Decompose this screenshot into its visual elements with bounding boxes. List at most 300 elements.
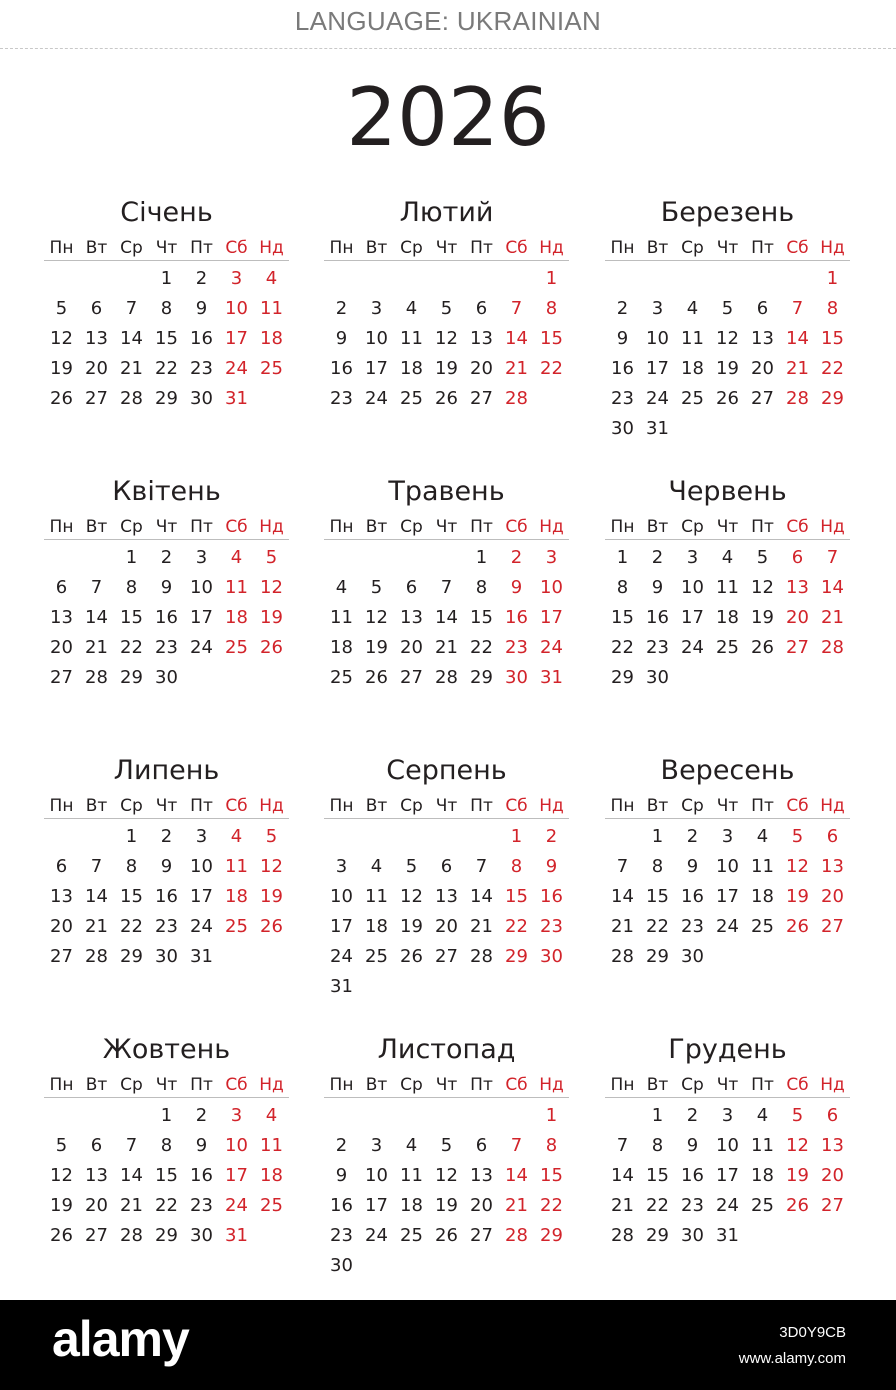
weekday-header: Ср [681, 1075, 704, 1095]
day-cell: 20 [470, 1195, 493, 1216]
day-cell: 3 [721, 826, 734, 847]
day-cell: 7 [125, 298, 138, 319]
day-cell: 7 [125, 1135, 138, 1156]
month-block [324, 754, 569, 997]
day-cell: 20 [821, 1165, 844, 1186]
day-cell: 22 [611, 637, 634, 658]
weekday-header: Пн [610, 1075, 635, 1095]
day-cell: 9 [160, 856, 173, 877]
day-cell: 15 [821, 328, 844, 349]
day-cell: 2 [686, 1105, 699, 1126]
weekday-header: Пт [751, 238, 774, 258]
day-cell: 10 [225, 1135, 248, 1156]
weekday-header: Чт [716, 796, 739, 816]
day-cell: 27 [435, 946, 458, 967]
day-cell: 13 [85, 328, 108, 349]
day-cell: 29 [821, 388, 844, 409]
day-cell: 10 [365, 1165, 388, 1186]
day-cell: 13 [821, 856, 844, 877]
weekday-header: Нд [820, 796, 845, 816]
day-cell: 19 [435, 1195, 458, 1216]
weekday-header: Пн [329, 517, 354, 537]
day-cell: 11 [330, 607, 353, 628]
weekday-header: Пт [470, 1075, 493, 1095]
day-cell: 28 [505, 1225, 528, 1246]
day-cell: 25 [365, 946, 388, 967]
month-name: Липень [113, 755, 220, 786]
day-cell: 1 [545, 1105, 558, 1126]
weekday-header: Чт [155, 238, 178, 258]
day-cell: 13 [435, 886, 458, 907]
day-cell: 8 [616, 577, 629, 598]
day-cell: 23 [505, 637, 528, 658]
day-cell: 18 [716, 607, 739, 628]
day-cell: 28 [470, 946, 493, 967]
weekday-header: Пн [329, 238, 354, 258]
weekday-header: Чт [716, 238, 739, 258]
day-cell: 23 [190, 1195, 213, 1216]
day-cell: 3 [721, 1105, 734, 1126]
day-cell: 4 [335, 577, 348, 598]
weekday-header: Сб [225, 517, 248, 537]
day-cell: 7 [440, 577, 453, 598]
day-cell: 12 [751, 577, 774, 598]
day-cell: 26 [50, 1225, 73, 1246]
month-block [605, 196, 850, 439]
weekday-header: Пт [751, 796, 774, 816]
day-cell: 27 [85, 388, 108, 409]
day-cell: 22 [155, 358, 178, 379]
day-cell: 22 [646, 916, 669, 937]
day-cell: 3 [370, 1135, 383, 1156]
day-cell: 1 [651, 826, 664, 847]
day-cell: 26 [786, 916, 809, 937]
day-cell: 4 [230, 547, 243, 568]
day-cell: 11 [225, 856, 248, 877]
weekday-header: Ср [120, 1075, 143, 1095]
day-cell: 26 [50, 388, 73, 409]
weekday-header: Нд [259, 1075, 284, 1095]
day-cell: 24 [540, 637, 563, 658]
weekday-header: Вт [365, 517, 388, 537]
weekday-header: Пт [470, 517, 493, 537]
day-cell: 27 [751, 388, 774, 409]
weekday-header: Сб [786, 517, 809, 537]
day-cell: 2 [545, 826, 558, 847]
day-cell: 10 [190, 856, 213, 877]
day-cell: 25 [400, 1225, 423, 1246]
day-cell: 31 [190, 946, 213, 967]
month-block [605, 1033, 850, 1263]
header-rule [605, 539, 850, 540]
weekday-header: Нд [820, 517, 845, 537]
day-cell: 29 [155, 1225, 178, 1246]
day-cell: 22 [120, 637, 143, 658]
header-rule [324, 818, 569, 819]
day-cell: 21 [611, 1195, 634, 1216]
weekday-header: Сб [505, 517, 528, 537]
day-cell: 30 [190, 1225, 213, 1246]
month-block [44, 754, 289, 984]
day-cell: 8 [160, 298, 173, 319]
day-cell: 21 [435, 637, 458, 658]
day-cell: 23 [540, 916, 563, 937]
day-cell: 13 [470, 328, 493, 349]
weekday-header: Чт [155, 796, 178, 816]
day-cell: 25 [225, 637, 248, 658]
day-cell: 10 [716, 1135, 739, 1156]
weekday-header: Вт [85, 238, 108, 258]
day-cell: 16 [611, 358, 634, 379]
day-cell: 18 [225, 607, 248, 628]
month-block [324, 1033, 569, 1276]
month-name: Травень [388, 476, 505, 507]
day-cell: 14 [85, 607, 108, 628]
day-cell: 18 [751, 1165, 774, 1186]
day-cell: 23 [611, 388, 634, 409]
weekday-header: Вт [646, 238, 669, 258]
day-cell: 12 [50, 1165, 73, 1186]
day-cell: 21 [786, 358, 809, 379]
day-cell: 25 [751, 916, 774, 937]
day-cell: 26 [435, 1225, 458, 1246]
day-cell: 15 [540, 328, 563, 349]
day-cell: 27 [50, 946, 73, 967]
weekday-header: Пн [329, 1075, 354, 1095]
day-cell: 25 [330, 667, 353, 688]
day-cell: 20 [50, 637, 73, 658]
day-cell: 8 [160, 1135, 173, 1156]
day-cell: 19 [435, 358, 458, 379]
weekday-header: Сб [786, 796, 809, 816]
day-cell: 9 [686, 1135, 699, 1156]
weekday-header: Пн [49, 796, 74, 816]
day-cell: 4 [230, 826, 243, 847]
day-cell: 23 [330, 1225, 353, 1246]
day-cell: 13 [50, 607, 73, 628]
day-cell: 27 [821, 916, 844, 937]
day-cell: 21 [85, 637, 108, 658]
day-cell: 15 [120, 607, 143, 628]
day-cell: 15 [155, 1165, 178, 1186]
day-cell: 3 [335, 856, 348, 877]
day-cell: 3 [370, 298, 383, 319]
day-cell: 5 [55, 1135, 68, 1156]
weekday-header: Нд [539, 238, 564, 258]
day-cell: 28 [786, 388, 809, 409]
header-rule [44, 539, 289, 540]
day-cell: 3 [195, 547, 208, 568]
day-cell: 19 [786, 886, 809, 907]
day-cell: 28 [120, 1225, 143, 1246]
day-cell: 21 [505, 358, 528, 379]
day-cell: 17 [365, 1195, 388, 1216]
weekday-header: Ср [681, 796, 704, 816]
day-cell: 19 [716, 358, 739, 379]
day-cell: 19 [260, 607, 283, 628]
day-cell: 29 [646, 946, 669, 967]
day-cell: 3 [195, 826, 208, 847]
day-cell: 28 [821, 637, 844, 658]
day-cell: 18 [681, 358, 704, 379]
day-cell: 30 [681, 1225, 704, 1246]
day-cell: 11 [681, 328, 704, 349]
day-cell: 7 [475, 856, 488, 877]
day-cell: 24 [225, 1195, 248, 1216]
day-cell: 7 [616, 1135, 629, 1156]
month-block [44, 1033, 289, 1263]
day-cell: 2 [616, 298, 629, 319]
day-cell: 27 [50, 667, 73, 688]
day-cell: 21 [470, 916, 493, 937]
day-cell: 17 [646, 358, 669, 379]
day-cell: 27 [821, 1195, 844, 1216]
day-cell: 20 [751, 358, 774, 379]
day-cell: 28 [435, 667, 458, 688]
day-cell: 25 [400, 388, 423, 409]
weekday-header: Сб [225, 238, 248, 258]
day-cell: 10 [540, 577, 563, 598]
header-rule [44, 260, 289, 261]
day-cell: 12 [400, 886, 423, 907]
day-cell: 29 [611, 667, 634, 688]
day-cell: 14 [786, 328, 809, 349]
day-cell: 7 [510, 1135, 523, 1156]
day-cell: 24 [681, 637, 704, 658]
day-cell: 28 [120, 388, 143, 409]
day-cell: 5 [55, 298, 68, 319]
day-cell: 24 [716, 1195, 739, 1216]
day-cell: 22 [540, 358, 563, 379]
month-block [605, 475, 850, 705]
day-cell: 23 [190, 358, 213, 379]
dashed-divider [0, 48, 896, 49]
day-cell: 16 [681, 886, 704, 907]
weekday-header: Вт [646, 1075, 669, 1095]
day-cell: 4 [756, 826, 769, 847]
day-cell: 6 [55, 856, 68, 877]
day-cell: 1 [510, 826, 523, 847]
day-cell: 6 [791, 547, 804, 568]
day-cell: 11 [260, 298, 283, 319]
day-cell: 3 [230, 1105, 243, 1126]
day-cell: 2 [651, 547, 664, 568]
weekday-header: Нд [539, 1075, 564, 1095]
weekday-header: Нд [259, 796, 284, 816]
day-cell: 3 [230, 268, 243, 289]
day-cell: 25 [225, 916, 248, 937]
day-cell: 28 [611, 946, 634, 967]
day-cell: 25 [260, 358, 283, 379]
day-cell: 26 [435, 388, 458, 409]
day-cell: 14 [435, 607, 458, 628]
day-cell: 8 [475, 577, 488, 598]
day-cell: 12 [50, 328, 73, 349]
day-cell: 11 [751, 856, 774, 877]
weekday-header: Нд [820, 238, 845, 258]
day-cell: 28 [85, 946, 108, 967]
day-cell: 15 [470, 607, 493, 628]
day-cell: 26 [716, 388, 739, 409]
month-name: Березень [660, 197, 795, 228]
day-cell: 23 [330, 388, 353, 409]
weekday-header: Нд [820, 1075, 845, 1095]
day-cell: 26 [400, 946, 423, 967]
day-cell: 30 [646, 667, 669, 688]
day-cell: 8 [651, 856, 664, 877]
day-cell: 14 [120, 328, 143, 349]
weekday-header: Нд [259, 238, 284, 258]
header-rule [44, 818, 289, 819]
day-cell: 6 [90, 1135, 103, 1156]
day-cell: 12 [260, 856, 283, 877]
day-cell: 27 [400, 667, 423, 688]
day-cell: 5 [440, 298, 453, 319]
day-cell: 3 [545, 547, 558, 568]
day-cell: 26 [260, 916, 283, 937]
day-cell: 9 [510, 577, 523, 598]
day-cell: 15 [505, 886, 528, 907]
day-cell: 22 [505, 916, 528, 937]
day-cell: 8 [125, 577, 138, 598]
header-rule [44, 1097, 289, 1098]
day-cell: 13 [470, 1165, 493, 1186]
weekday-header: Пн [610, 517, 635, 537]
header-rule [324, 539, 569, 540]
day-cell: 19 [786, 1165, 809, 1186]
language-caption: LANGUAGE: UKRAINIAN [294, 6, 602, 36]
day-cell: 24 [716, 916, 739, 937]
day-cell: 7 [616, 856, 629, 877]
day-cell: 28 [505, 388, 528, 409]
month-name: Грудень [668, 1034, 787, 1065]
day-cell: 9 [160, 577, 173, 598]
day-cell: 29 [120, 667, 143, 688]
day-cell: 16 [190, 328, 213, 349]
day-cell: 31 [225, 388, 248, 409]
day-cell: 20 [435, 916, 458, 937]
day-cell: 19 [751, 607, 774, 628]
day-cell: 12 [365, 607, 388, 628]
day-cell: 17 [225, 328, 248, 349]
day-cell: 14 [821, 577, 844, 598]
day-cell: 19 [365, 637, 388, 658]
weekday-header: Вт [85, 1075, 108, 1095]
day-cell: 11 [751, 1135, 774, 1156]
day-cell: 6 [90, 298, 103, 319]
day-cell: 6 [475, 298, 488, 319]
day-cell: 31 [646, 418, 669, 439]
month-block [44, 196, 289, 426]
weekday-header: Пт [751, 1075, 774, 1095]
day-cell: 17 [540, 607, 563, 628]
weekday-header: Пт [190, 1075, 213, 1095]
day-cell: 11 [716, 577, 739, 598]
weekday-header: Нд [259, 517, 284, 537]
weekday-header: Сб [505, 796, 528, 816]
day-cell: 31 [540, 667, 563, 688]
day-cell: 18 [400, 358, 423, 379]
day-cell: 2 [160, 547, 173, 568]
day-cell: 22 [821, 358, 844, 379]
day-cell: 12 [786, 1135, 809, 1156]
day-cell: 4 [756, 1105, 769, 1126]
weekday-header: Пн [49, 517, 74, 537]
day-cell: 4 [721, 547, 734, 568]
weekday-header: Вт [365, 796, 388, 816]
day-cell: 2 [686, 826, 699, 847]
day-cell: 7 [90, 856, 103, 877]
day-cell: 15 [611, 607, 634, 628]
day-cell: 22 [646, 1195, 669, 1216]
day-cell: 13 [821, 1135, 844, 1156]
day-cell: 9 [195, 298, 208, 319]
day-cell: 14 [505, 1165, 528, 1186]
day-cell: 16 [646, 607, 669, 628]
day-cell: 24 [646, 388, 669, 409]
weekday-header: Ср [681, 238, 704, 258]
day-cell: 8 [125, 856, 138, 877]
day-cell: 29 [155, 388, 178, 409]
weekday-header: Сб [786, 238, 809, 258]
day-cell: 31 [330, 976, 353, 997]
day-cell: 24 [365, 388, 388, 409]
month-name: Квітень [112, 476, 221, 507]
day-cell: 2 [510, 547, 523, 568]
month-name: Вересень [660, 755, 795, 786]
day-cell: 11 [225, 577, 248, 598]
day-cell: 19 [50, 1195, 73, 1216]
day-cell: 2 [195, 268, 208, 289]
day-cell: 23 [155, 916, 178, 937]
day-cell: 30 [155, 946, 178, 967]
day-cell: 13 [50, 886, 73, 907]
weekday-header: Ср [400, 796, 423, 816]
day-cell: 5 [440, 1135, 453, 1156]
day-cell: 31 [716, 1225, 739, 1246]
day-cell: 29 [646, 1225, 669, 1246]
day-cell: 8 [545, 298, 558, 319]
day-cell: 27 [85, 1225, 108, 1246]
weekday-header: Ср [400, 517, 423, 537]
weekday-header: Ср [120, 238, 143, 258]
month-block [324, 475, 569, 705]
header-rule [605, 1097, 850, 1098]
weekday-header: Ср [120, 796, 143, 816]
day-cell: 6 [55, 577, 68, 598]
day-cell: 26 [786, 1195, 809, 1216]
day-cell: 2 [335, 1135, 348, 1156]
weekday-header: Ср [400, 1075, 423, 1095]
day-cell: 29 [540, 1225, 563, 1246]
header-rule [605, 818, 850, 819]
day-cell: 10 [646, 328, 669, 349]
day-cell: 19 [400, 916, 423, 937]
weekday-header: Вт [365, 1075, 388, 1095]
day-cell: 7 [791, 298, 804, 319]
month-block [324, 196, 569, 426]
header-rule [324, 260, 569, 261]
day-cell: 10 [190, 577, 213, 598]
day-cell: 27 [786, 637, 809, 658]
day-cell: 18 [260, 1165, 283, 1186]
weekday-header: Сб [505, 1075, 528, 1095]
weekday-header: Сб [225, 796, 248, 816]
day-cell: 17 [681, 607, 704, 628]
month-name: Листопад [377, 1034, 516, 1065]
weekday-header: Пн [49, 1075, 74, 1095]
day-cell: 10 [681, 577, 704, 598]
